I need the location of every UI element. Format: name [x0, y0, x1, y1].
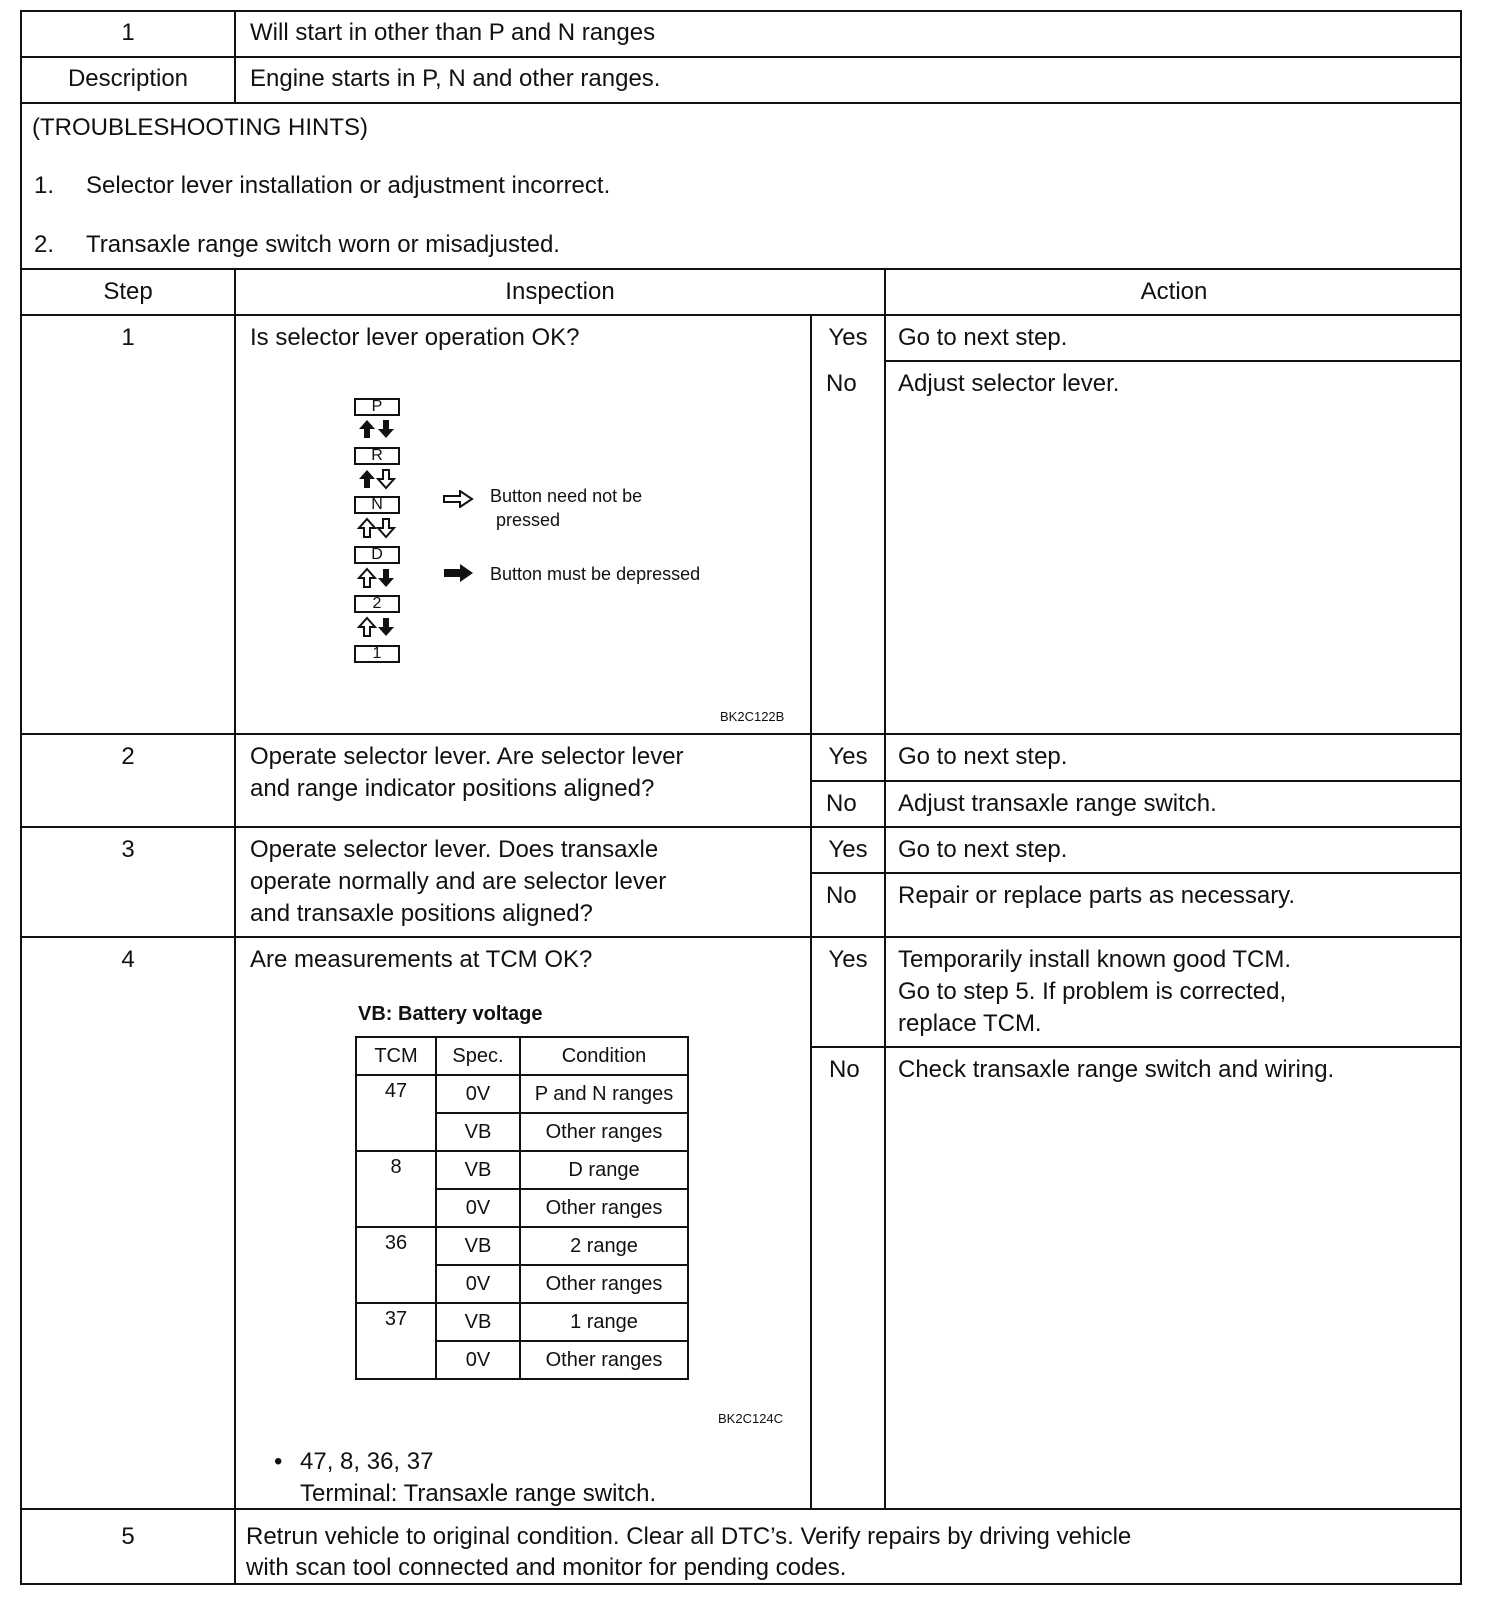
spec-value: 0V: [436, 1075, 520, 1113]
hint-number: 2.: [34, 231, 55, 258]
step-number: 1: [121, 324, 135, 351]
mixed-up-down-arrows-icon: [356, 468, 402, 490]
spec-value: 0V: [436, 1341, 520, 1379]
no-label: No: [826, 882, 857, 909]
spec-value: VB: [436, 1303, 520, 1341]
spec-value: VB: [436, 1151, 520, 1189]
voltage-table-title: VB: Battery voltage: [358, 1003, 543, 1025]
gear-position-box: 2: [354, 595, 400, 613]
rule: [20, 936, 1462, 938]
legend-text: Button need not be: [490, 486, 643, 506]
tcm-terminal: 8: [356, 1151, 436, 1227]
yes-action: Go to step 5. If problem is corrected,: [898, 978, 1287, 1005]
figure-code: BK2C122B: [720, 709, 785, 724]
case-title: Will start in other than P and N ranges: [250, 19, 656, 46]
step-number: 5: [121, 1523, 135, 1550]
rule: [20, 1508, 1462, 1510]
condition-value: 2 range: [520, 1227, 688, 1265]
condition-value: Other ranges: [520, 1265, 688, 1303]
mixed-up-down-arrows-icon: [356, 567, 402, 589]
rule: [20, 826, 1462, 828]
table-row: [356, 1151, 688, 1189]
no-action: Check transaxle range switch and wiring.: [898, 1056, 1335, 1083]
legend-text: Button must be depressed: [490, 564, 701, 584]
column-header-step: Step: [103, 278, 153, 305]
rule: [20, 733, 1462, 735]
tcm-terminal: 47: [356, 1075, 436, 1151]
tcm-voltage-table: [355, 1036, 689, 1380]
condition-value: 1 range: [520, 1303, 688, 1341]
yes-label: Yes: [828, 836, 868, 863]
table-header: Condition: [520, 1037, 688, 1075]
rule: [234, 10, 236, 102]
rule: [884, 268, 886, 1508]
no-label: No: [829, 1056, 860, 1083]
inspection-text: Operate selector lever. Are selector lever: [250, 743, 684, 770]
spec-value: VB: [436, 1227, 520, 1265]
spec-value: 0V: [436, 1265, 520, 1303]
figure-code: BK2C124C: [718, 1411, 784, 1426]
rule: [812, 1046, 1462, 1048]
inspection-text: and transaxle positions aligned?: [250, 900, 593, 927]
no-label: No: [826, 790, 857, 817]
gear-position-box: D: [354, 546, 400, 564]
case-number: 1: [121, 19, 135, 46]
bullet-icon: •: [274, 1448, 283, 1475]
inspection-text: operate normally and are selector lever: [250, 868, 667, 895]
inspection-text: Operate selector lever. Does transaxle: [250, 836, 659, 863]
table-header-row: [356, 1037, 688, 1075]
step-number: 4: [121, 946, 135, 973]
hollow-arrow-icon: [442, 490, 474, 508]
legend-text: pressed: [496, 510, 561, 530]
hint-text: Transaxle range switch worn or misadjusted.: [86, 231, 560, 258]
gear-position-box: 1: [354, 645, 400, 663]
yes-label: Yes: [828, 946, 868, 973]
condition-value: Other ranges: [520, 1341, 688, 1379]
mixed-up-down-arrows-icon: [356, 616, 402, 638]
inspection-text: Is selector lever operation OK?: [250, 324, 580, 351]
rule: [810, 314, 812, 1508]
bullet-text: 47, 8, 36, 37: [300, 1448, 434, 1475]
condition-value: Other ranges: [520, 1113, 688, 1151]
yes-action: Go to next step.: [898, 836, 1068, 863]
tcm-terminal: 36: [356, 1227, 436, 1303]
yes-label: Yes: [828, 324, 868, 351]
description-text: Engine starts in P, N and other ranges.: [250, 65, 661, 92]
rule: [884, 360, 1462, 362]
inspection-text: and range indicator positions aligned?: [250, 775, 655, 802]
rule: [812, 872, 1462, 874]
step-number: 2: [121, 743, 135, 770]
solid-up-down-arrows-icon: [356, 418, 402, 440]
table-row: [356, 1303, 688, 1341]
no-action: Adjust selector lever.: [898, 370, 1120, 397]
action-text: with scan tool connected and monitor for pending codes.: [246, 1554, 847, 1581]
spec-value: 0V: [436, 1189, 520, 1227]
condition-value: D range: [520, 1151, 688, 1189]
no-action: Repair or replace parts as necessary.: [898, 882, 1296, 909]
hint-number: 1.: [34, 172, 55, 199]
column-header-action: Action: [1140, 278, 1208, 305]
condition-value: Other ranges: [520, 1189, 688, 1227]
tcm-terminal: 37: [356, 1303, 436, 1379]
yes-action: Go to next step.: [898, 743, 1068, 770]
rule: [20, 102, 1462, 104]
hint-text: Selector lever installation or adjustment incorrect.: [86, 172, 611, 199]
no-action: Adjust transaxle range switch.: [898, 790, 1217, 817]
no-label: No: [826, 370, 857, 397]
spec-value: VB: [436, 1113, 520, 1151]
gear-position-box: P: [354, 398, 400, 416]
table-row: [356, 1075, 688, 1113]
bullet-text: Terminal: Transaxle range switch.: [300, 1480, 657, 1507]
yes-action: Temporarily install known good TCM.: [898, 946, 1292, 973]
rule: [234, 268, 236, 1585]
inspection-text: Are measurements at TCM OK?: [250, 946, 593, 973]
table-header: TCM: [356, 1037, 436, 1075]
yes-action: Go to next step.: [898, 324, 1068, 351]
rule: [20, 56, 1462, 58]
yes-action: replace TCM.: [898, 1010, 1042, 1037]
column-header-inspection: Inspection: [505, 278, 615, 305]
gear-position-box: N: [354, 496, 400, 514]
step-number: 3: [121, 836, 135, 863]
solid-arrow-icon: [442, 564, 474, 582]
rule: [20, 268, 1462, 270]
table-header: Spec.: [436, 1037, 520, 1075]
yes-label: Yes: [828, 743, 868, 770]
hints-heading: (TROUBLESHOOTING HINTS): [32, 114, 369, 141]
gear-position-box: R: [354, 447, 400, 465]
description-label: Description: [67, 65, 189, 92]
hollow-up-down-arrows-icon: [356, 517, 402, 539]
table-row: [356, 1227, 688, 1265]
condition-value: P and N ranges: [520, 1075, 688, 1113]
rule: [20, 314, 1462, 316]
rule: [812, 780, 1462, 782]
action-text: Retrun vehicle to original condition. Clear all DTC’s. Verify repairs by driving vehicle: [246, 1523, 1132, 1550]
